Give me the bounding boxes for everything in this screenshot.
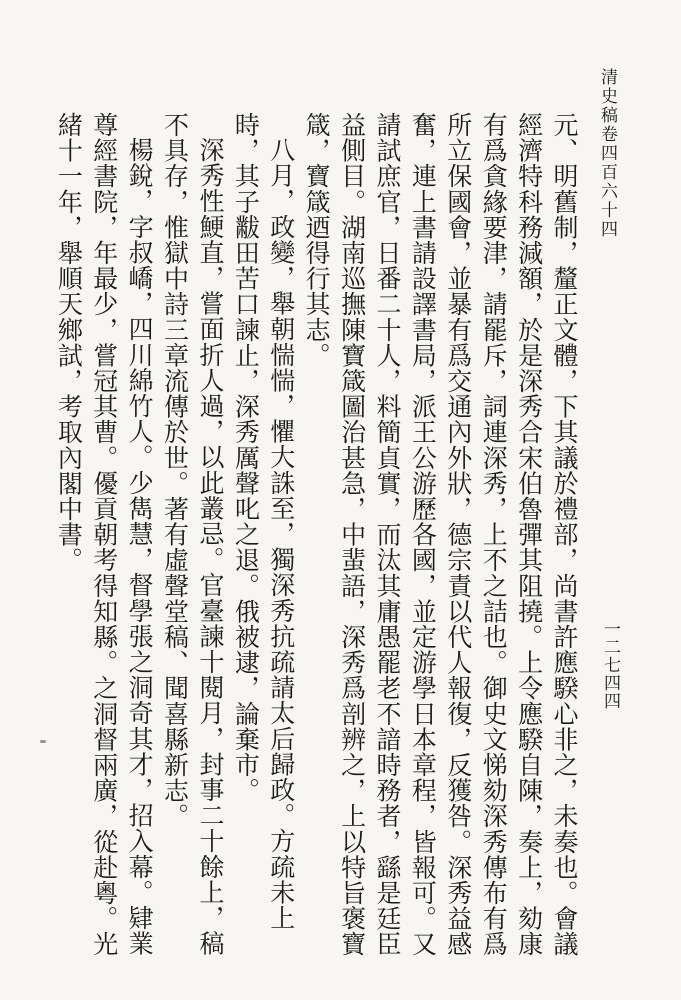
- scan-speck: [40, 740, 46, 743]
- running-header-title: 清史稿卷四百六十四: [597, 68, 617, 239]
- paragraph-4: 楊銳，字叔嶠，四川綿竹人。少雋慧，督學張之洞奇其才，招入幕。肄業尊經書院，年最少，嘗冠其曹。優貢朝考得知縣。之洞督兩廣，從赴粵。光緒十一年，舉順天鄉試，考取內閣中書。: [54, 112, 155, 957]
- text-body: [54, 112, 582, 957]
- page-number: 一二七四四: [600, 620, 620, 710]
- paragraph-1: 元、明舊制，釐正文體，下其議於禮部，尚書許應騤心非之，未奏也。會議經濟特科務減額，於是深秀合宋伯魯彈其阻撓。上令應騤自陳，奏上，劾康有爲貪緣要津，請罷斥，詞連深秀，上不之詰也。御史文悌劾深秀傳布有爲所立保國會，並暴有爲交通內外狀，德宗責以代人報復，反獲咎。深秀益感奮，連上書請設譯書局，派王公游歷各國，並定游學日本章程，皆報可。又請試庶官，日番二十人，料簡貞實，而汰其庸愚罷老不諳時務者，繇是廷臣益側目。湖南巡撫陳寶箴圖治甚急，中蜚語，深秀爲剖辨之，上以特旨褒寶箴，寶箴迺得行其志。: [302, 112, 579, 957]
- paragraph-2: 八月，政變，舉朝惴惴，懼大誅至，獨深秀抗疏請太后歸政。方疏未上時，其子黻田苦口諫止，深秀厲聲叱之退。俄被逮，論棄市。: [231, 112, 296, 931]
- paragraph-3: 深秀性鯁直，嘗面折人過，以此叢忌。官臺諫十閱月，封事二十餘上，稿不具存，惟獄中詩三章流傳於世。著有虛聲堂稿、聞喜縣新志。: [160, 112, 225, 957]
